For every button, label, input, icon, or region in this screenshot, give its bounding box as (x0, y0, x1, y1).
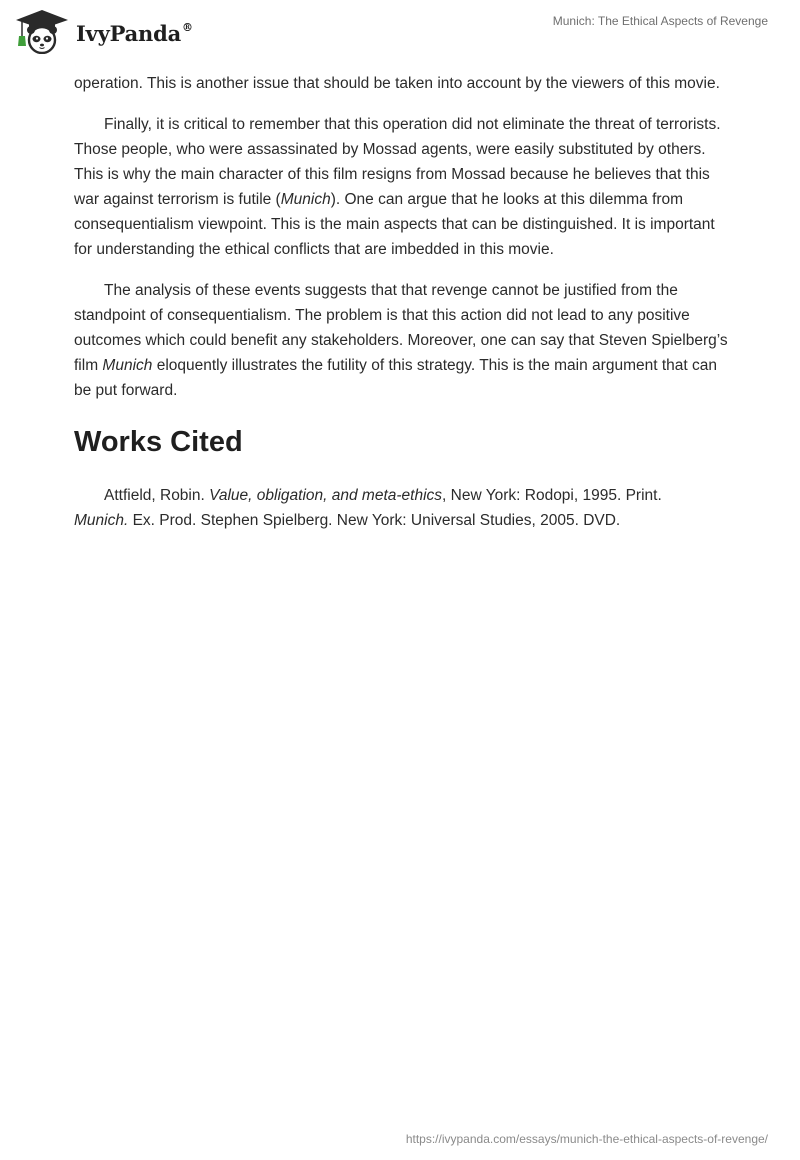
panda-graduate-icon (14, 8, 70, 54)
paragraph-continuation: operation. This is another issue that should be taken into account by the viewers of this movie. (74, 75, 720, 92)
source-url-link[interactable]: https://ivypanda.com/essays/munich-the-ethical-aspects-of-revenge/ (405, 1132, 768, 1146)
ivypanda-logo[interactable] (14, 8, 193, 54)
works-cited-heading: Works Cited (74, 426, 243, 458)
film-title-italic: Munich (280, 191, 331, 208)
film-title-italic: Munich (102, 357, 153, 374)
registered-mark: ® (182, 20, 193, 34)
citation-entry: Munich. Ex. Prod. Stephen Spielberg. New York: Universal Studies, 2005. DVD. (74, 512, 621, 529)
page-header (0, 0, 800, 60)
paragraph: Finally, it is critical to remember that this operation did not eliminate the threat of terrorists. Those people, who were assassinated by Mossad agents, were easily substituted by others. This is why the main character of this film resigns from Mossad because he believes that this war against terrorism is futile (Munich). One can argue that he looks at this dilemma from consequentialism viewpoint. This is the main aspects that can be distinguished. It is important for understanding the ethical conflicts that are imbedded in this movie. (74, 116, 721, 258)
citation-entry: Attfield, Robin. Value, obligation, and meta-ethics, New York: Rodopi, 1995. Print. (104, 487, 662, 504)
running-title: Munich: The Ethical Aspects of Revenge (552, 14, 768, 28)
essay-body (74, 71, 734, 533)
brand-name: IvyPanda® (76, 20, 193, 46)
paragraph: The analysis of these events suggests that that revenge cannot be justified from the standpoint of consequentialism. The problem is that this action did not lead to any positive outcomes which could benefit any stakeholders. Moreover, one can say that Steven Spielberg’s film Munich eloquently illustrates the futility of this strategy. This is the main argument that can be put forward. (74, 282, 728, 399)
